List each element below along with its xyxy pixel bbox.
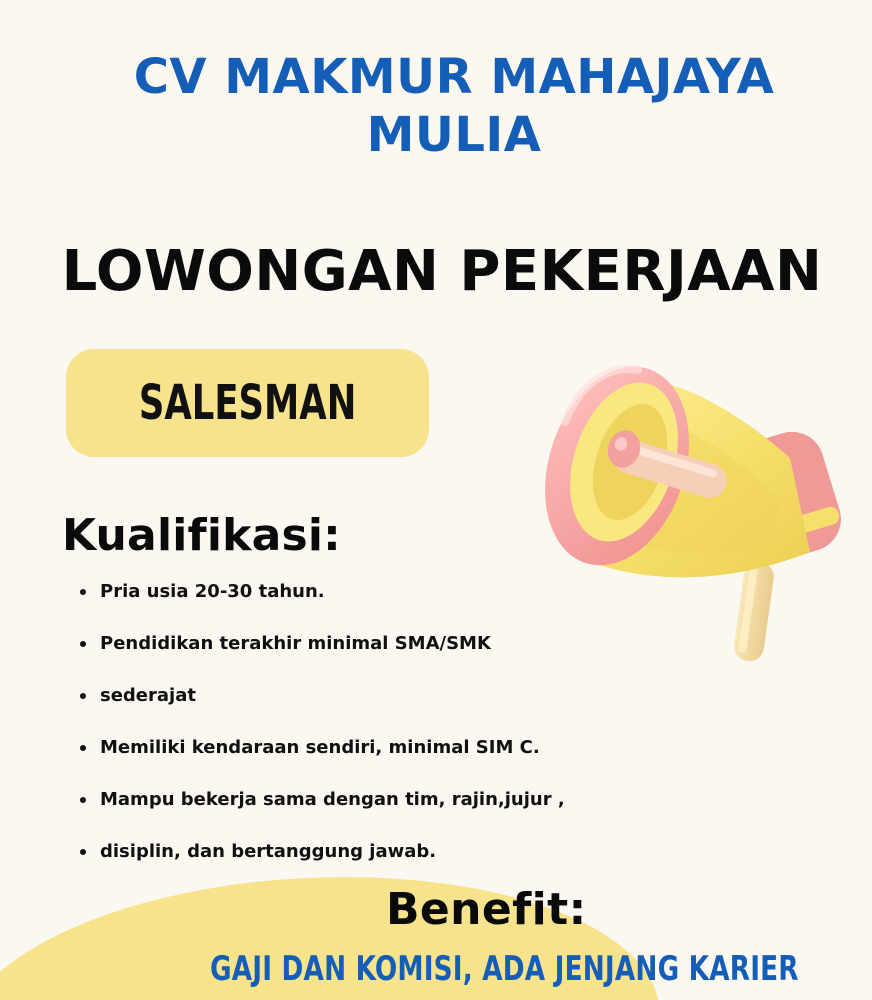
qualifications-heading: Kualifikasi: (62, 510, 341, 561)
benefit-text: GAJI DAN KOMISI, ADA JENJANG KARIER (210, 949, 799, 989)
qualification-item: Pria usia 20-30 tahun. (80, 566, 600, 618)
qualification-item: Pendidikan terakhir minimal SMA/SMK (80, 618, 600, 670)
qualification-item: Memiliki kendaraan sendiri, minimal SIM C. (80, 722, 600, 774)
qualification-item: disiplin, dan bertanggung jawab. (80, 826, 600, 878)
company-name-line-2: MULIA (366, 107, 542, 163)
qualification-item: sederajat (80, 670, 600, 722)
megaphone-icon (520, 330, 860, 680)
benefit-heading: Benefit: (386, 884, 587, 935)
position-badge (66, 349, 429, 457)
qualification-item: Mampu bekerja sama dengan tim, rajin,jujur , (80, 774, 600, 826)
company-name-line-1: CV MAKMUR MAHAJAYA (133, 49, 775, 105)
company-name (0, 48, 872, 164)
page-title: LOWONGAN PEKERJAAN (61, 239, 823, 304)
position-label: SALESMAN (138, 375, 357, 431)
